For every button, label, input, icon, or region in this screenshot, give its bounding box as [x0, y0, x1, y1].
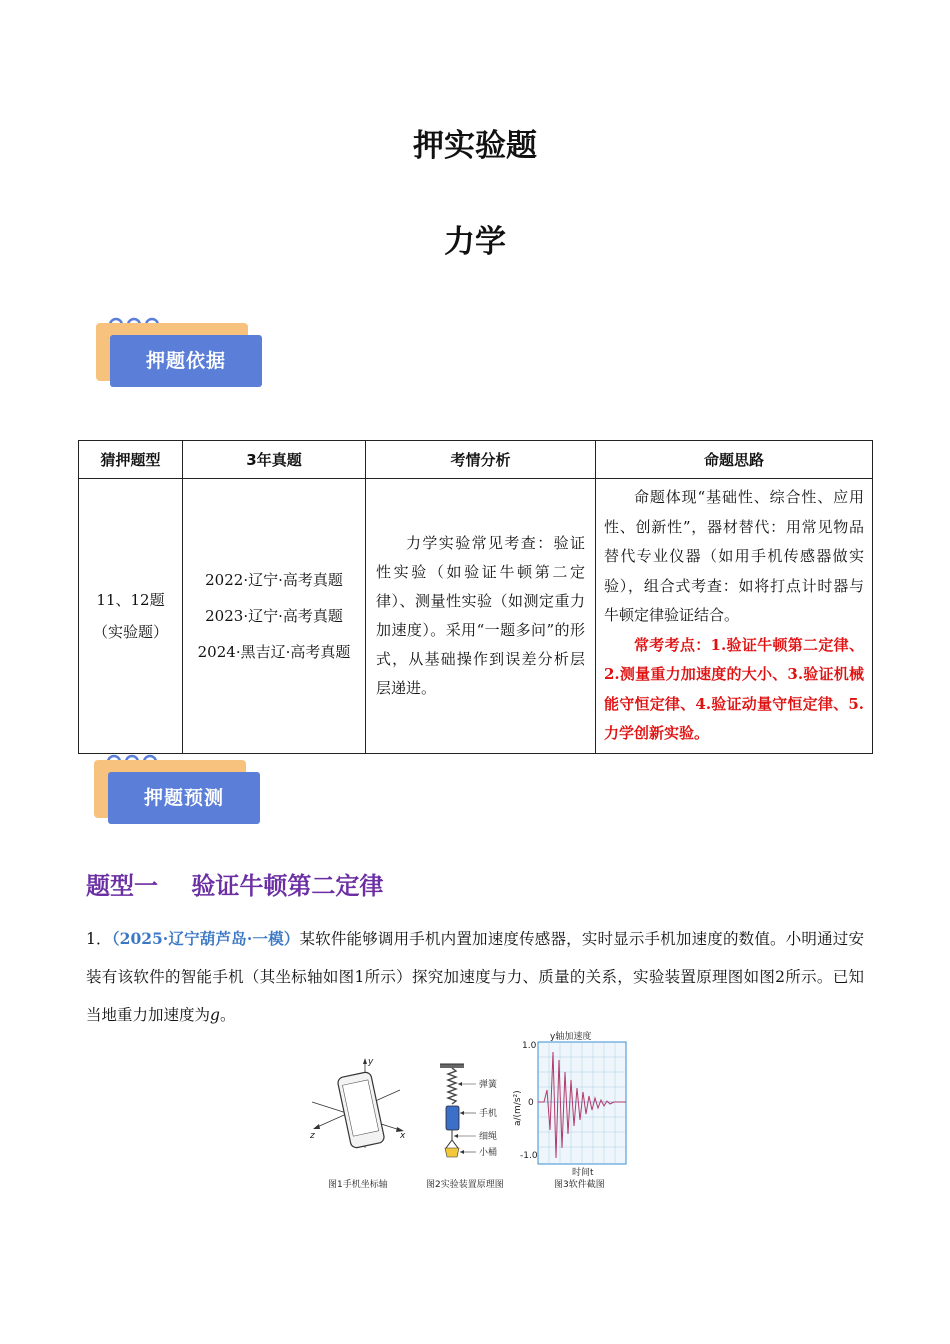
question-number: 1．: [86, 930, 112, 948]
page-title: 押实验题: [413, 128, 537, 164]
fig1-phone-axes: [309, 1057, 406, 1190]
fig2-label-phone: 手机: [479, 1109, 498, 1119]
fig3-ylabel: a/(m/s²): [513, 1090, 523, 1126]
axis-z-label: z: [310, 1131, 315, 1141]
fig3-caption: 图3软件截图: [554, 1180, 605, 1190]
fig1-caption: 图1手机坐标轴: [328, 1180, 388, 1190]
type-line: 11、12题: [96, 590, 165, 609]
table-cell-idea: [596, 479, 873, 754]
experiment-figure: [300, 1030, 640, 1200]
section-heading: 题型一 验证牛顿第二定律: [86, 872, 384, 900]
badge-basis: [96, 315, 276, 407]
year-line: 2022·辽宁·高考真题: [205, 570, 343, 589]
idea-text: 命题体现“基础性、综合性、应用性、创新性”，器材替代：用常见物品替代专业仪器（如用手机传感器做实验），组合式考查：如将打点计时器与牛顿定律验证结合。: [604, 488, 864, 624]
fig3-graph: [513, 1030, 626, 1190]
analysis-text: 力学实验常见考查：验证性实验（如验证牛顿第二定律）、测量性实验（如测定重力加速度）。采用“一题多问”的形式，从基础操作到误差分析层层递进。: [376, 533, 585, 697]
table-header: 3年真题: [183, 441, 366, 479]
page-subtitle: 力学: [444, 224, 506, 260]
fig3-title: y轴加速度: [550, 1032, 592, 1042]
table-header: 考情分析: [366, 441, 596, 479]
fig2-label-spring: 弹簧: [479, 1080, 498, 1090]
fig2-caption: 图2实验装置原理图: [426, 1180, 504, 1190]
fig3-xlabel: 时间t: [572, 1168, 594, 1178]
fig3-tick-top: 1.0: [522, 1041, 537, 1051]
year-line: 2023·辽宁·高考真题: [205, 606, 343, 625]
year-line: 2024·黑吉辽·高考真题: [197, 642, 351, 661]
axis-x-label: x: [400, 1131, 406, 1141]
table-header: 猜押题型: [79, 441, 183, 479]
table-header: 命题思路: [596, 441, 873, 479]
fig3-tick-bottom: -1.0: [520, 1151, 538, 1161]
type-line: （实验题）: [92, 622, 168, 641]
fig2-label-bucket: 小桶: [479, 1148, 498, 1158]
focus-text: 常考考点：1.验证牛顿第二定律、2.测量重力加速度的大小、3.验证机械能守恒定律、4.验证动量守恒定律、5.力学创新实验。: [604, 635, 864, 742]
question-text-end: 。: [219, 1006, 236, 1024]
table-cell-type: [79, 479, 183, 754]
gravity-symbol: g: [210, 1006, 220, 1024]
table-cell-years: [183, 479, 366, 754]
table-cell-analysis: [366, 479, 596, 754]
axis-y-label: y: [368, 1057, 374, 1067]
badge-forecast: [94, 752, 274, 844]
badge-basis-label: 押题依据: [110, 335, 262, 387]
question-paragraph: [86, 920, 864, 1034]
question-text: 某软件能够调用手机内置加速度传感器，实时显示手机加速度的数值。小明通过安装有该软件的智能手机（其坐标轴如图1所示）探究加速度与力、质量的关系，实验装置原理图如图2所示。已知当地重力加速度为: [86, 930, 864, 1024]
badge-forecast-label: 押题预测: [108, 772, 260, 824]
fig2-label-rope: 细绳: [479, 1132, 498, 1142]
fig2-apparatus: [426, 1064, 504, 1190]
info-table: [78, 440, 873, 754]
fig3-tick-zero: 0: [528, 1098, 534, 1108]
question-source: （2025·辽宁葫芦岛·一模）: [111, 929, 300, 948]
